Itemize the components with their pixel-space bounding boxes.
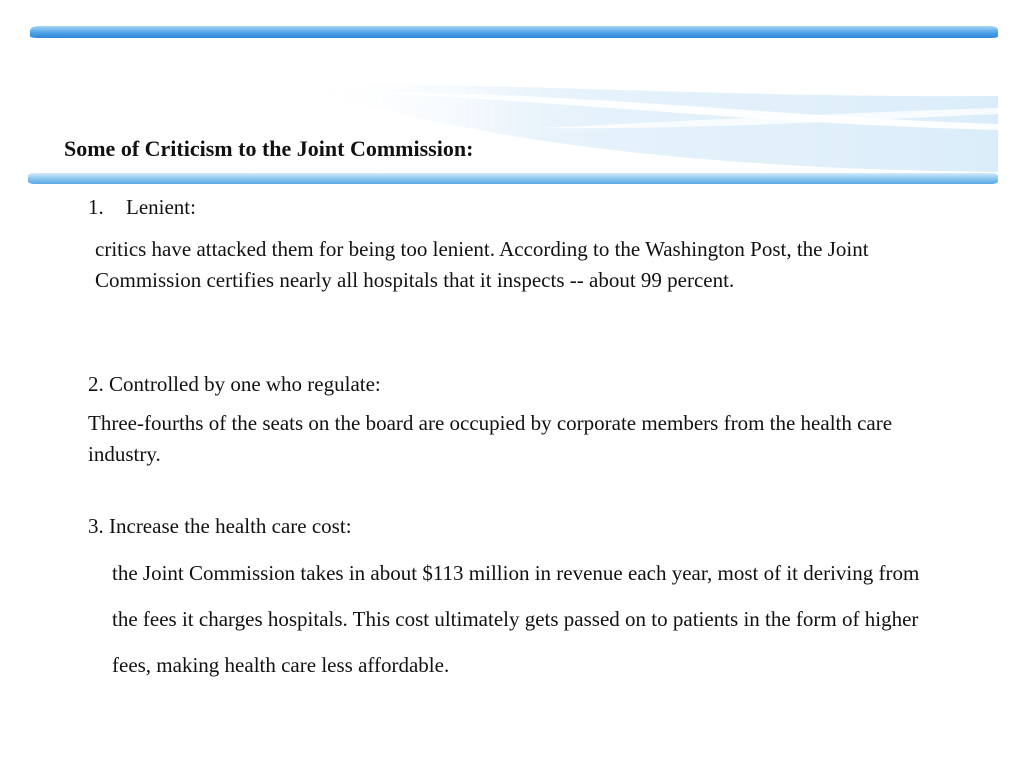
section-1-number: 1. — [88, 195, 104, 219]
top-accent-bar — [30, 26, 998, 38]
section-2-body: Three-fourths of the seats on the board are occupied by corporate members from the health care industry. — [88, 411, 893, 466]
title-underline-bar — [28, 173, 998, 184]
section-3-heading: 3. Increase the health care cost: — [88, 514, 352, 538]
slide-title: Some of Criticism to the Joint Commission: — [64, 136, 474, 161]
section-1-heading — [88, 192, 196, 223]
section-1-body: critics have attacked them for being too lenient. According to the Washington Post, the Joint Commission certifies nearly all hospitals that it inspects -- about 99 percent. — [95, 237, 869, 292]
section-1-heading-text: Lenient: — [126, 195, 196, 219]
section-2-heading: 2. Controlled by one who regulate: — [88, 372, 381, 396]
section-3-body: the Joint Commission takes in about $113 million in revenue each year, most of it deriving from the fees it charges hospitals. This cost ultimately gets passed on to patients in the form of higher fees, making health care less affordable. — [112, 561, 920, 677]
